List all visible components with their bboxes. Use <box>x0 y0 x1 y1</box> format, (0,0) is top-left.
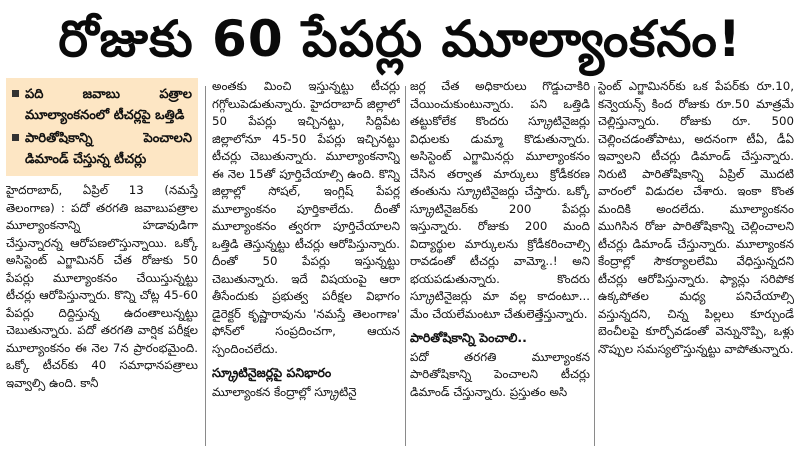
highlight-item <box>12 128 192 170</box>
column-divider <box>594 86 595 446</box>
column-divider <box>205 86 206 446</box>
article-column-2 <box>212 78 400 450</box>
section-subheading: స్క్రూటినైజర్లపై పనిభారం <box>212 365 332 380</box>
bullet-icon <box>12 134 19 141</box>
column-divider <box>405 86 406 446</box>
article-column-4 <box>598 78 794 450</box>
article-column-3 <box>410 78 590 450</box>
article-column-1 <box>6 78 198 450</box>
body-paragraph: పదో తరగతి మూల్యాంకన పారితోషికాన్ని పెంచాలని టీచర్లు డిమాండ్ చేస్తున్నారు. ప్రస్తుతం అసి <box>410 349 590 399</box>
body-paragraph: మూల్యాంకన కేంద్రాల్లో స్క్రూటినై <box>212 384 357 399</box>
highlight-text: పారితోషికాన్ని పెంచాలని డిమాండ్ చేస్తున్న టీచర్లు <box>25 131 192 167</box>
body-paragraph: స్టెంట్ ఎగ్జామినర్‌కు ఒక పేపర్‌కు రూ.10, కన్వెయన్స్ కింద రోజుకు రూ.50 మాత్రమే చెల్లిస్తున్నారు. రోజుకు రూ. 500 చెల్లించడంతోపాటు, అదనంగా టీఏ, డీఏ ఇవ్వాలని టీచర్లు డిమాండ్ చేస్తున్నారు. నిరుటి పారితోషికాన్ని ఏప్రిల్ మొదటి వారంలో విడుదల చేశారు. ఇంకా కొంత మందికి అందలేదు. మూల్యాంకనం ముగిసిన రోజు పారితోషికాన్ని చెల్లించాలని టీచర్లు డిమాండ్ చేస్తున్నారు. మూల్యాంకన కేంద్రాల్లో సౌకర్యాలలేమి వేధిస్తున్నదని టీచర్లు ఆరోపిస్తున్నారు. ఫ్యాన్లు సరిపోక ఉక్కపోతల మధ్య పనిచేయాల్సి వస్తున్నదని, చిన్న పిల్లలు కూర్చుండే బెంచీలపై కూర్చోవడంతో వెన్నునొప్పి, ఒళ్లు నొప్పుల సమస్యలొస్తున్నట్టు వాపోతున్నారు. <box>598 79 794 356</box>
section-subheading: పారితోషికాన్ని పెంచాలి.. <box>410 330 527 345</box>
headline: రోజుకు 60 పేపర్లు మూల్యాంకనం! <box>58 10 742 68</box>
body-paragraph: అంతకు మించి ఇస్తున్నట్టు టీచర్లు గగ్గోలుపెడుతున్నారు. హైదరాబాద్ జిల్లాలో 50 పేపర్లు ఇచ్చినట్టు, సిద్దిపేట జిల్లాలోనూ 45-50 పేపర్లు ఇచ్చినట్టు టీచర్లు చెబుతున్నారు. మూల్యాంకనాన్ని ఈ నెల 15తో పూర్తిచేయాల్సి ఉంది. కొన్ని జిల్లాల్లో సోషల్, ఇంగ్లిష్ పేపర్ల మూల్యాంకనం పూర్తికాలేదు. దీంతో మూల్యాంకనం త్వరగా పూర్తిచేయాలని ఒత్తిడి తెస్తున్నట్టు టీచర్లు ఆరోపిస్తున్నారు. దీంతో 50 పేపర్లు ఇస్తున్నట్టు చెబుతున్నారు. ఇదే విషయంపై ఆరా తీసేందుకు ప్రభుత్వ పరీక్షల విభాగం డైరెక్టర్ కృష్ణారావును 'నమస్తే తెలంగాణ' ఫోన్‌లో సంప్రదించగా, ఆయన స్పందించలేదు. <box>212 79 400 356</box>
highlight-item <box>12 84 192 126</box>
highlight-text: పది జవాబు పత్రాల మూల్యాంకనంలో టీచర్లపై ఒత్తిడి <box>25 87 192 123</box>
body-paragraph: జర్ల చేత అధికారులు గొడ్డుచాకిరి చేయించుకుంటున్నారు. పని ఒత్తిడి తట్టుకోలేక కొందరు స్క్రూటినైజర్లు విధులకు డుమ్మా కొడుతున్నారు. అసిస్టెంట్ ఎగ్జామినర్లు మూల్యాంకనం చేసిన తర్వాత మార్కులు క్రోడీకరణ తంతును స్క్రూటినైజర్లు చేస్తారు. ఒక్కో స్క్రూటినైజర్‌కు 200 పేపర్లు ఇస్తున్నారు. రోజుకు 200 మంది విద్యార్థుల మార్కులను క్రోడీకరించాల్సి రావడంతో టీచర్లు వామ్మో..! అని భయపడుతున్నారు. కొందరు స్క్రూటినైజర్లు మా వల్ల కాదంటూ... మేం చేయలేమంటూ చేతులెత్తేస్తున్నారు. <box>410 79 590 321</box>
bullet-icon <box>12 90 19 97</box>
highlights-box <box>6 78 198 176</box>
dateline-paragraph: హైదరాబాద్, ఏప్రిల్ 13 (నమస్తే తెలంగాణ) : పదో తరగతి జవాబుపత్రాల మూల్యాంకనాన్ని హడావుడిగా చేస్తున్నారన్న ఆరోపణలొస్తున్నాయి. ఒక్కో అసిస్టెంట్ ఎగ్జామినర్ చేత రోజుకు 50 పేపర్లు మూల్యాంకనం చేయిస్తున్నట్టు టీచర్లు ఆరోపిస్తున్నారు. కొన్ని చోట్ల 45-60 పేపర్లు దిద్దిస్తున్న ఉదంతాలున్నట్టు చెబుతున్నారు. పదో తరగతి వార్షిక పరీక్షల మూల్యాంకనం ఈ నెల 7న ప్రారంభమైంది. ఒక్కో టీచర్‌కు 40 సమాధానపత్రాలు ఇవ్వాల్సి ఉంది. కానీ <box>6 183 198 390</box>
